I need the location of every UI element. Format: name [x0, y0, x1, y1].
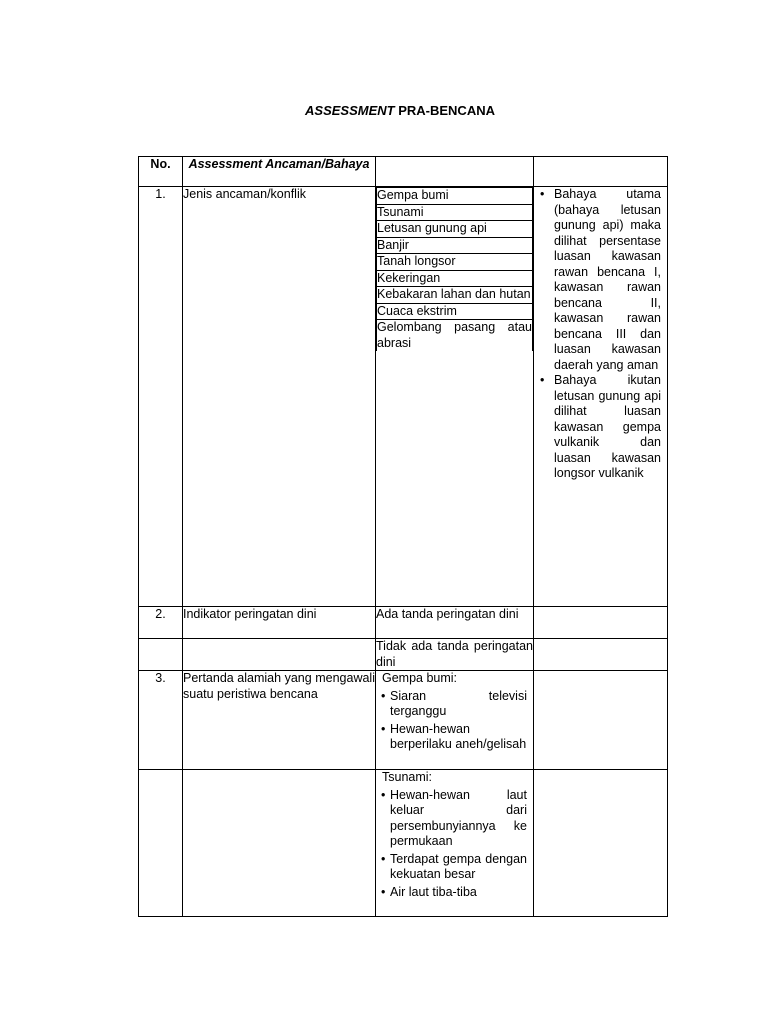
hazard-list-cell	[376, 187, 534, 607]
empty-cell	[534, 770, 668, 917]
hazard-item: Kebakaran lahan dan hutan	[377, 287, 531, 301]
assessment-table	[138, 156, 668, 917]
title-italic: ASSESSMENT	[305, 103, 395, 118]
header-empty-2	[534, 157, 668, 187]
hazard-item: Tsunami	[377, 204, 533, 221]
note-item: • Bahaya utama (bahaya letusan gunung api) maka dilihat persentase luasan kawasan rawan bencana I, kawasan rawan bencana II, kawasan rawan bencana III dan luasan kawasan daerah yang aman	[534, 187, 667, 373]
table-row	[139, 770, 668, 917]
note-item: • Bahaya ikutan letusan gunung api dilihat luasan kawasan gempa vulkanik dan luasan kawasan longsor vulkanik	[534, 373, 667, 482]
gempa-cell	[376, 671, 534, 770]
sign-item: • Hewan-hewan laut keluar dari persembunyiannya ke permukaan	[376, 788, 533, 850]
table-row	[139, 607, 668, 639]
hazard-item: Banjir	[377, 237, 533, 254]
title-rest: PRA-BENCANA	[394, 103, 495, 118]
option-text: Ada tanda peringatan dini	[376, 607, 534, 639]
option-text: Tidak ada tanda peringatan dini	[376, 639, 533, 669]
gempa-title: Gempa bumi:	[382, 671, 458, 685]
hazard-item: Tanah longsor	[377, 254, 533, 271]
tsunami-cell	[376, 770, 534, 917]
row-number: 1.	[139, 187, 183, 607]
sign-item: • Air laut tiba-tiba	[376, 885, 533, 901]
notes-list	[534, 187, 667, 482]
hazard-item: Gempa bumi	[377, 188, 533, 205]
empty-cell	[534, 639, 668, 671]
gempa-list	[376, 689, 533, 753]
row-label: Pertanda alamiah yang mengawali suatu peristiwa bencana	[183, 671, 376, 770]
row-label: Indikator peringatan dini	[183, 607, 376, 639]
header-no: No.	[139, 157, 183, 187]
hazard-list	[376, 187, 533, 351]
hazard-item: Cuaca ekstrim	[377, 303, 533, 320]
page-title	[0, 103, 768, 119]
row-number: 3.	[139, 671, 183, 770]
row-number: 2.	[139, 607, 183, 639]
empty-cell	[183, 770, 376, 917]
table-header-row	[139, 157, 668, 187]
empty-cell	[139, 770, 183, 917]
table-row	[139, 187, 668, 607]
header-assessment: Assessment Ancaman/Bahaya	[183, 157, 376, 187]
empty-cell	[139, 639, 183, 671]
hazard-item: Letusan gunung api	[377, 221, 533, 238]
notes-cell	[534, 187, 668, 607]
tsunami-list	[376, 788, 533, 901]
sign-item: • Hewan-hewan berperilaku aneh/gelisah	[376, 722, 533, 753]
sign-item: • Terdapat gempa dengan kekuatan besar	[376, 852, 533, 883]
tsunami-title: Tsunami:	[382, 770, 433, 784]
table-row	[139, 671, 668, 770]
header-empty-1	[376, 157, 534, 187]
hazard-item: Kekeringan	[377, 270, 533, 287]
sign-item: • Siaran televisi terganggu	[376, 689, 533, 720]
empty-cell	[534, 607, 668, 639]
row-label: Jenis ancaman/konflik	[183, 187, 376, 607]
empty-cell	[534, 671, 668, 770]
empty-cell	[183, 639, 376, 671]
hazard-item: Gelombang pasang atau abrasi	[377, 320, 532, 350]
table-row	[139, 639, 668, 671]
